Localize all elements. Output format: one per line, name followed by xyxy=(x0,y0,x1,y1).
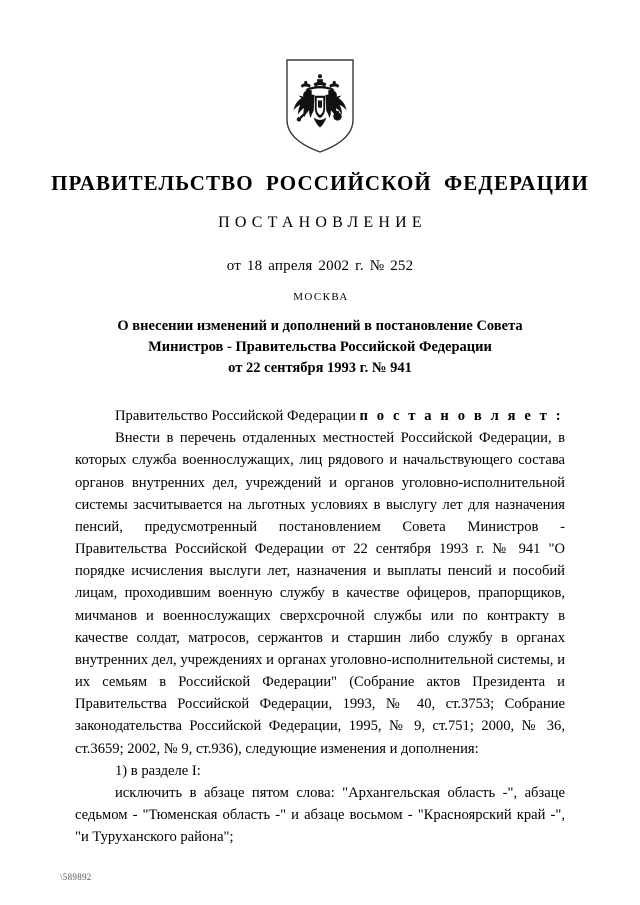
document-type: ПОСТАНОВЛЕНИЕ xyxy=(218,214,427,232)
body-item-1-text: исключить в абзаце пятом слова: "Архангельская область -", абзаце седьмом - "Тюменская область -" и абзаце восьмом - "Красноярский край -", "и Туруханского района"; xyxy=(75,784,565,846)
coat-of-arms-icon xyxy=(284,58,356,154)
title-line-2: Министров - Правительства Российской Федерации xyxy=(148,339,492,356)
body-intro xyxy=(75,405,565,427)
emblem-container xyxy=(0,58,640,154)
issuing-authority: ПРАВИТЕЛЬСТВО РОССИЙСКОЙ ФЕДЕРАЦИИ xyxy=(51,171,589,195)
body-paragraph-1: Внести в перечень отдаленных местностей Российской Федерации, в которых служба военнослужащих, лиц рядового и начальствующего состава органов внутренних дел, учреждений и органов уголовно-исполнительной системы засчитывается на льготных условиях в выслугу лет для назначения пенсий, предусмотренный постановлением Совета Министров - Правительства Российской Федерации от 22 сентября 1993 г. № 941 "О порядке исчисления выслуги лет, назначения и выплаты пенсий и пособий лицам, проходившим военную службу в качестве офицеров, прапорщиков, мичманов и военнослужащих сверхсрочной службы или по контракту в качестве солдат, матросов, сержантов и старшин либо службу в органах внутренних дел, учреждениях и органах уголовно-исполнительной системы, и их семьям в Российской Федерации" (Собрание актов Президента и Правительства Российской Федерации, 1993, № 40, ст.3753; Собрание законодательства Российской Федерации, 1995, № 9, ст.751; 2000, № 36, ст.3659; 2002, № 9, ст.936), следующие изменения и дополнения: xyxy=(75,430,565,757)
document-body xyxy=(75,405,565,848)
document-title xyxy=(95,316,545,379)
document-city: МОСКВА xyxy=(293,291,349,304)
body-item-1-heading: 1) в разделе I: xyxy=(115,762,201,779)
intro-emphasis: п о с т а н о в л я е т : xyxy=(359,408,564,424)
footer-stamp: \589892 xyxy=(60,872,92,882)
document-date-number: от 18 апреля 2002 г. № 252 xyxy=(226,258,414,275)
document-header xyxy=(0,172,640,303)
title-line-1: О внесении изменений и дополнений в постановление Совета xyxy=(117,318,523,334)
intro-prefix: Правительство Российской Федерации xyxy=(115,408,360,424)
title-line-3: от 22 сентября 1993 г. № 941 xyxy=(228,360,412,377)
